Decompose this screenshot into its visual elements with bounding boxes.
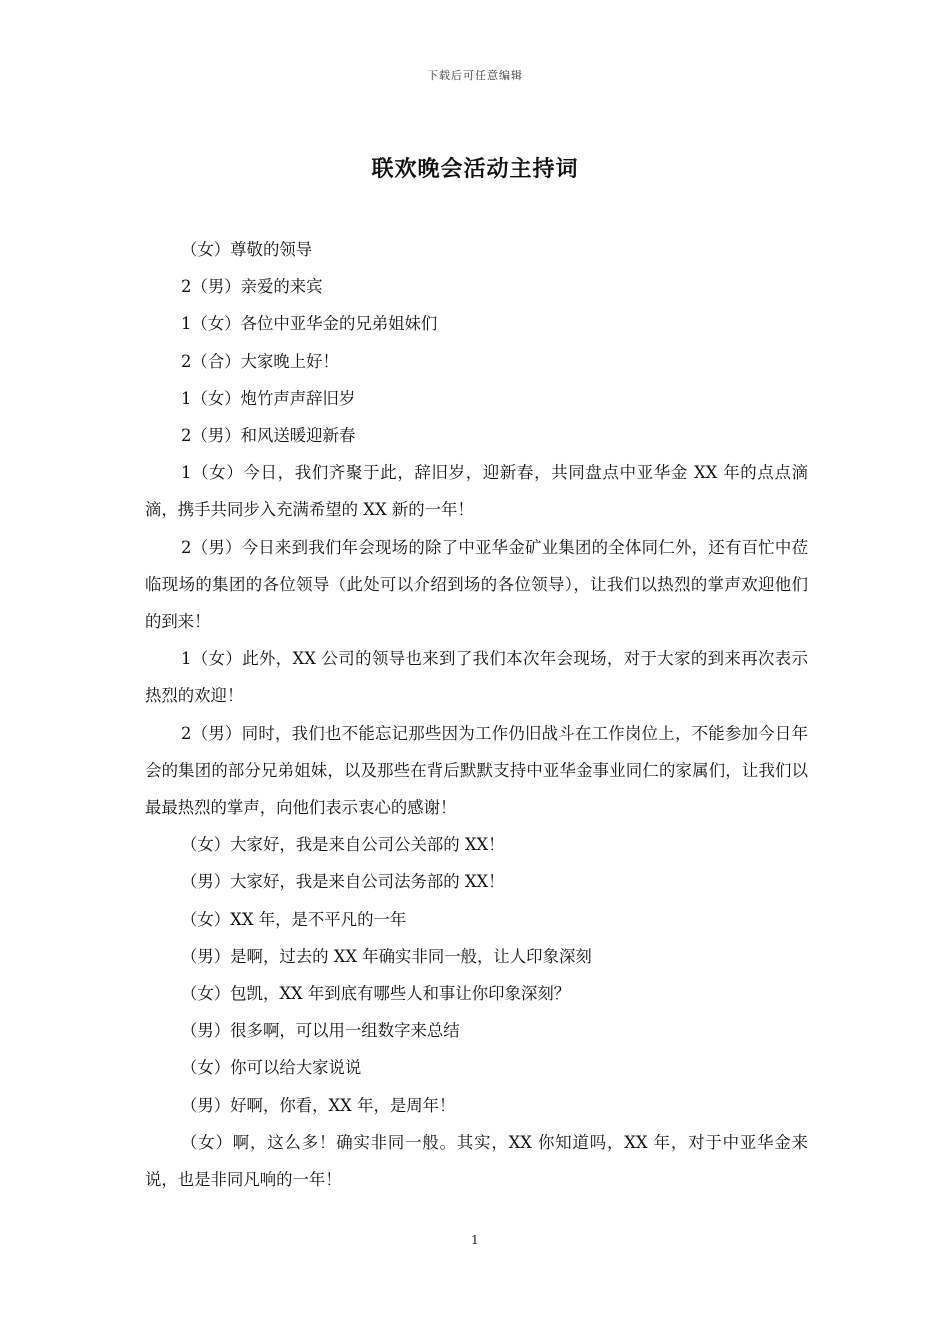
document-title: 联欢晚会活动主持词 [371,156,579,182]
paragraph-19: （女）啊，这么多！确实非同一般。其实，XX 你知道吗，XX 年，对于中亚华金来说，也是非同凡响的一年！ [145,1132,808,1190]
document-body [145,231,808,1198]
paragraph-10: 2（男）同时，我们也不能忘记那些因为工作仍旧战斗在工作岗位上，不能参加今日年会的集团的部分兄弟姐妹，以及那些在背后默默支持中亚华金事业同仁的家属们，让我们以最最热烈的掌声，向他们表示衷心的感谢！ [145,723,808,818]
paragraph-13: （女）XX 年，是不平凡的一年 [181,909,407,929]
header-note: 下载后可任意编辑 [427,69,523,82]
paragraph-4: 2（合）大家晚上好！ [181,351,339,371]
paragraph-16: （男）很多啊，可以用一组数字来总结 [181,1021,460,1041]
paragraph-3: 1（女）各位中亚华金的兄弟姐妹们 [181,314,438,334]
page-number: 1 [471,1233,479,1247]
paragraph-14: （男）是啊，过去的 XX 年确实非同一般，让人印象深刻 [181,946,592,966]
paragraph-15: （女）包凯，XX 年到底有哪些人和事让你印象深刻？ [181,984,571,1004]
paragraph-6: 2（男）和风送暖迎新春 [181,426,356,446]
paragraph-1: （女）尊敬的领导 [181,240,313,259]
paragraph-5: 1（女）炮竹声声辞旧岁 [181,388,356,408]
paragraph-9: 1（女）此外，XX 公司的领导也来到了我们本次年会现场，对于大家的到来再次表示热烈的欢迎！ [145,649,808,706]
paragraph-8: 2（男）今日来到我们年会现场的除了中亚华金矿业集团的全体同仁外，还有百忙中莅临现场的集团的各位领导（此处可以介绍到场的各位领导），让我们以热烈的掌声欢迎他们的到来！ [145,537,808,632]
paragraph-12: （男）大家好，我是来自公司法务部的 XX！ [181,872,505,892]
paragraph-11: （女）大家好，我是来自公司公关部的 XX！ [181,835,505,855]
paragraph-2: 2（男）亲爱的来宾 [181,277,323,297]
paragraph-7: 1（女）今日，我们齐聚于此，辞旧岁，迎新春，共同盘点中亚华金 XX 年的点点滴滴，携手共同步入充满希望的 XX 新的一年！ [145,463,808,520]
paragraph-17: （女）你可以给大家说说 [181,1058,362,1078]
paragraph-18: （男）好啊，你看，XX 年，是周年！ [181,1095,456,1115]
